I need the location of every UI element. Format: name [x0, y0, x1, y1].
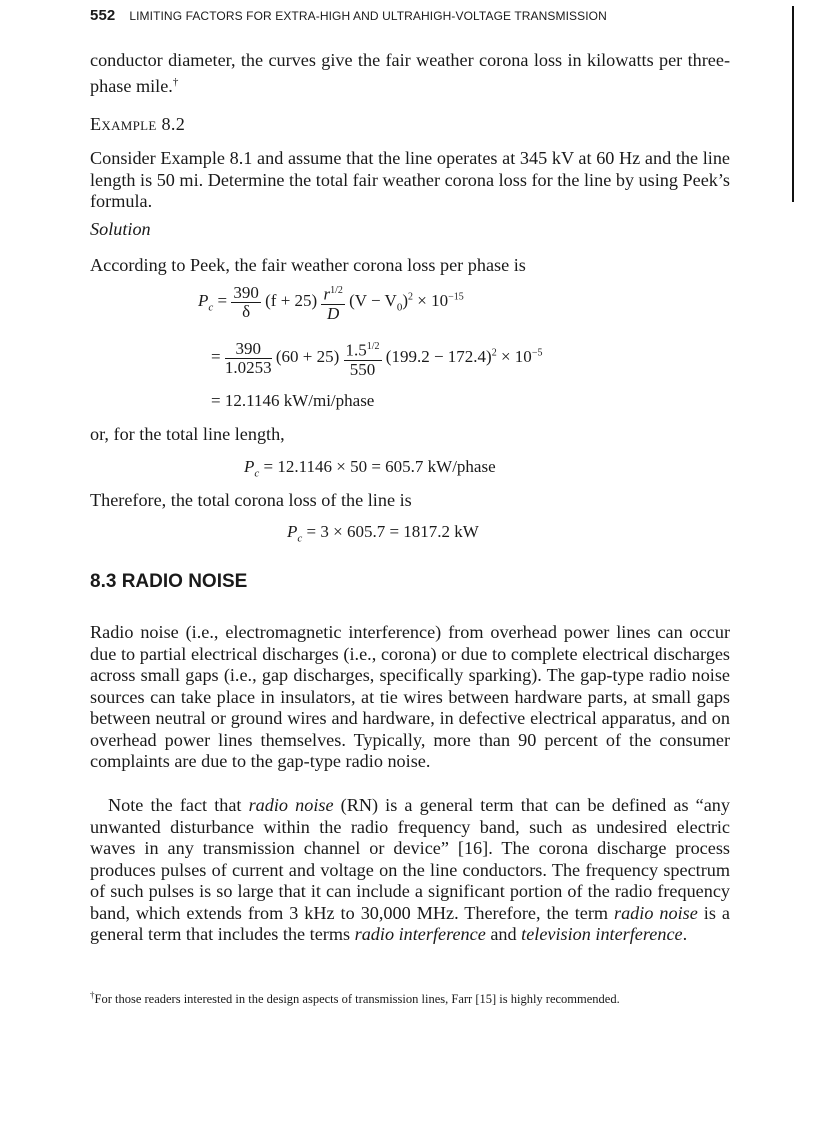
therefore-text: Therefore, the total corona loss of the line is — [90, 490, 412, 510]
running-header — [90, 7, 790, 24]
running-title: LIMITING FACTORS FOR EXTRA-HIGH AND ULTRAHIGH-VOLTAGE TRANSMISSION — [129, 9, 607, 23]
or-text: or, for the total line length, — [90, 424, 285, 444]
footnote-reference: † — [172, 75, 179, 88]
radio-noise-paragraph-2: Note the fact that radio noise (RN) is a general term that can be defined as “any unwanted disturbance within the radio frequency band, such as undesired electric waves in any transmission channel or device” [16]. The corona discharge process produces pulses of current and voltage on the line conductors. The frequency spectrum of such pulses is so large that it can include a significant portion of the radio frequency band, which extends from 3 kHz to 30,000 MHz. Therefore, the term radio noise is a general term that includes the terms radio interference and television interference. — [90, 795, 730, 944]
intro-paragraph — [90, 50, 730, 97]
solution-label: Solution — [90, 219, 151, 239]
margin-change-bar — [792, 6, 794, 202]
equation-peek-formula: $P_c$ = $\frac{390}{\delta}$ (f + 25) $\frac{r^{1/2}}{D}$ $(V - V_0)^2 \times 10^{-15}$ — [198, 282, 464, 323]
section-heading: 8.3 RADIO NOISE — [90, 571, 248, 592]
radio-noise-paragraph-1: Radio noise (i.e., electromagnetic interference) from overhead power lines can occur due to partial electrical discharges (i.e., corona) or due to complete electrical discharges across small gaps (i.e., gap discharges, specifically sparking). The gap-type radio noise sources can take place in insulators, at tie wires between hardware parts, at small gaps between neutral or ground wires and hardware, in defective electrical apparatus, and on overhead power lines themselves. Typically, more than 90 percent of the consumer complaints are due to the gap-type radio noise. — [90, 622, 730, 771]
footnote — [90, 987, 730, 1007]
peek-intro: According to Peek, the fair weather corona loss per phase is — [90, 255, 526, 275]
example-heading: Example 8.2 — [90, 114, 186, 134]
equation-result-per-mile: = 12.1146 kW/mi/phase — [211, 391, 375, 410]
footnote-text: For those readers interested in the design aspects of transmission lines, Farr [15] is highly recommended. — [94, 992, 620, 1007]
example-problem: Consider Example 8.1 and assume that the line operates at 345 kV at 60 Hz and the line length is 50 mi. Determine the total fair weather corona loss for the line by using Peek’s formula. — [90, 148, 730, 211]
page-number: 552 — [90, 7, 116, 24]
equation-total-per-phase: $P_c = 12.1146 \times 50 = 605.7$ kW/phase — [244, 457, 496, 480]
intro-text: conductor diameter, the curves give the fair weather corona loss in kilowatts per three-phase mile. — [90, 50, 730, 96]
equation-total-loss: $P_c = 3 \times 605.7 = 1817.2$ kW — [287, 522, 479, 545]
footnote-mark: † — [90, 990, 95, 1000]
equation-substitution: = $\frac{390}{1.0253}$ (60 + 25) $\frac{1.5^{1/2}}{550}$ $(199.2 - 172.4)^2 \times 10^{-5}$ — [211, 338, 543, 379]
